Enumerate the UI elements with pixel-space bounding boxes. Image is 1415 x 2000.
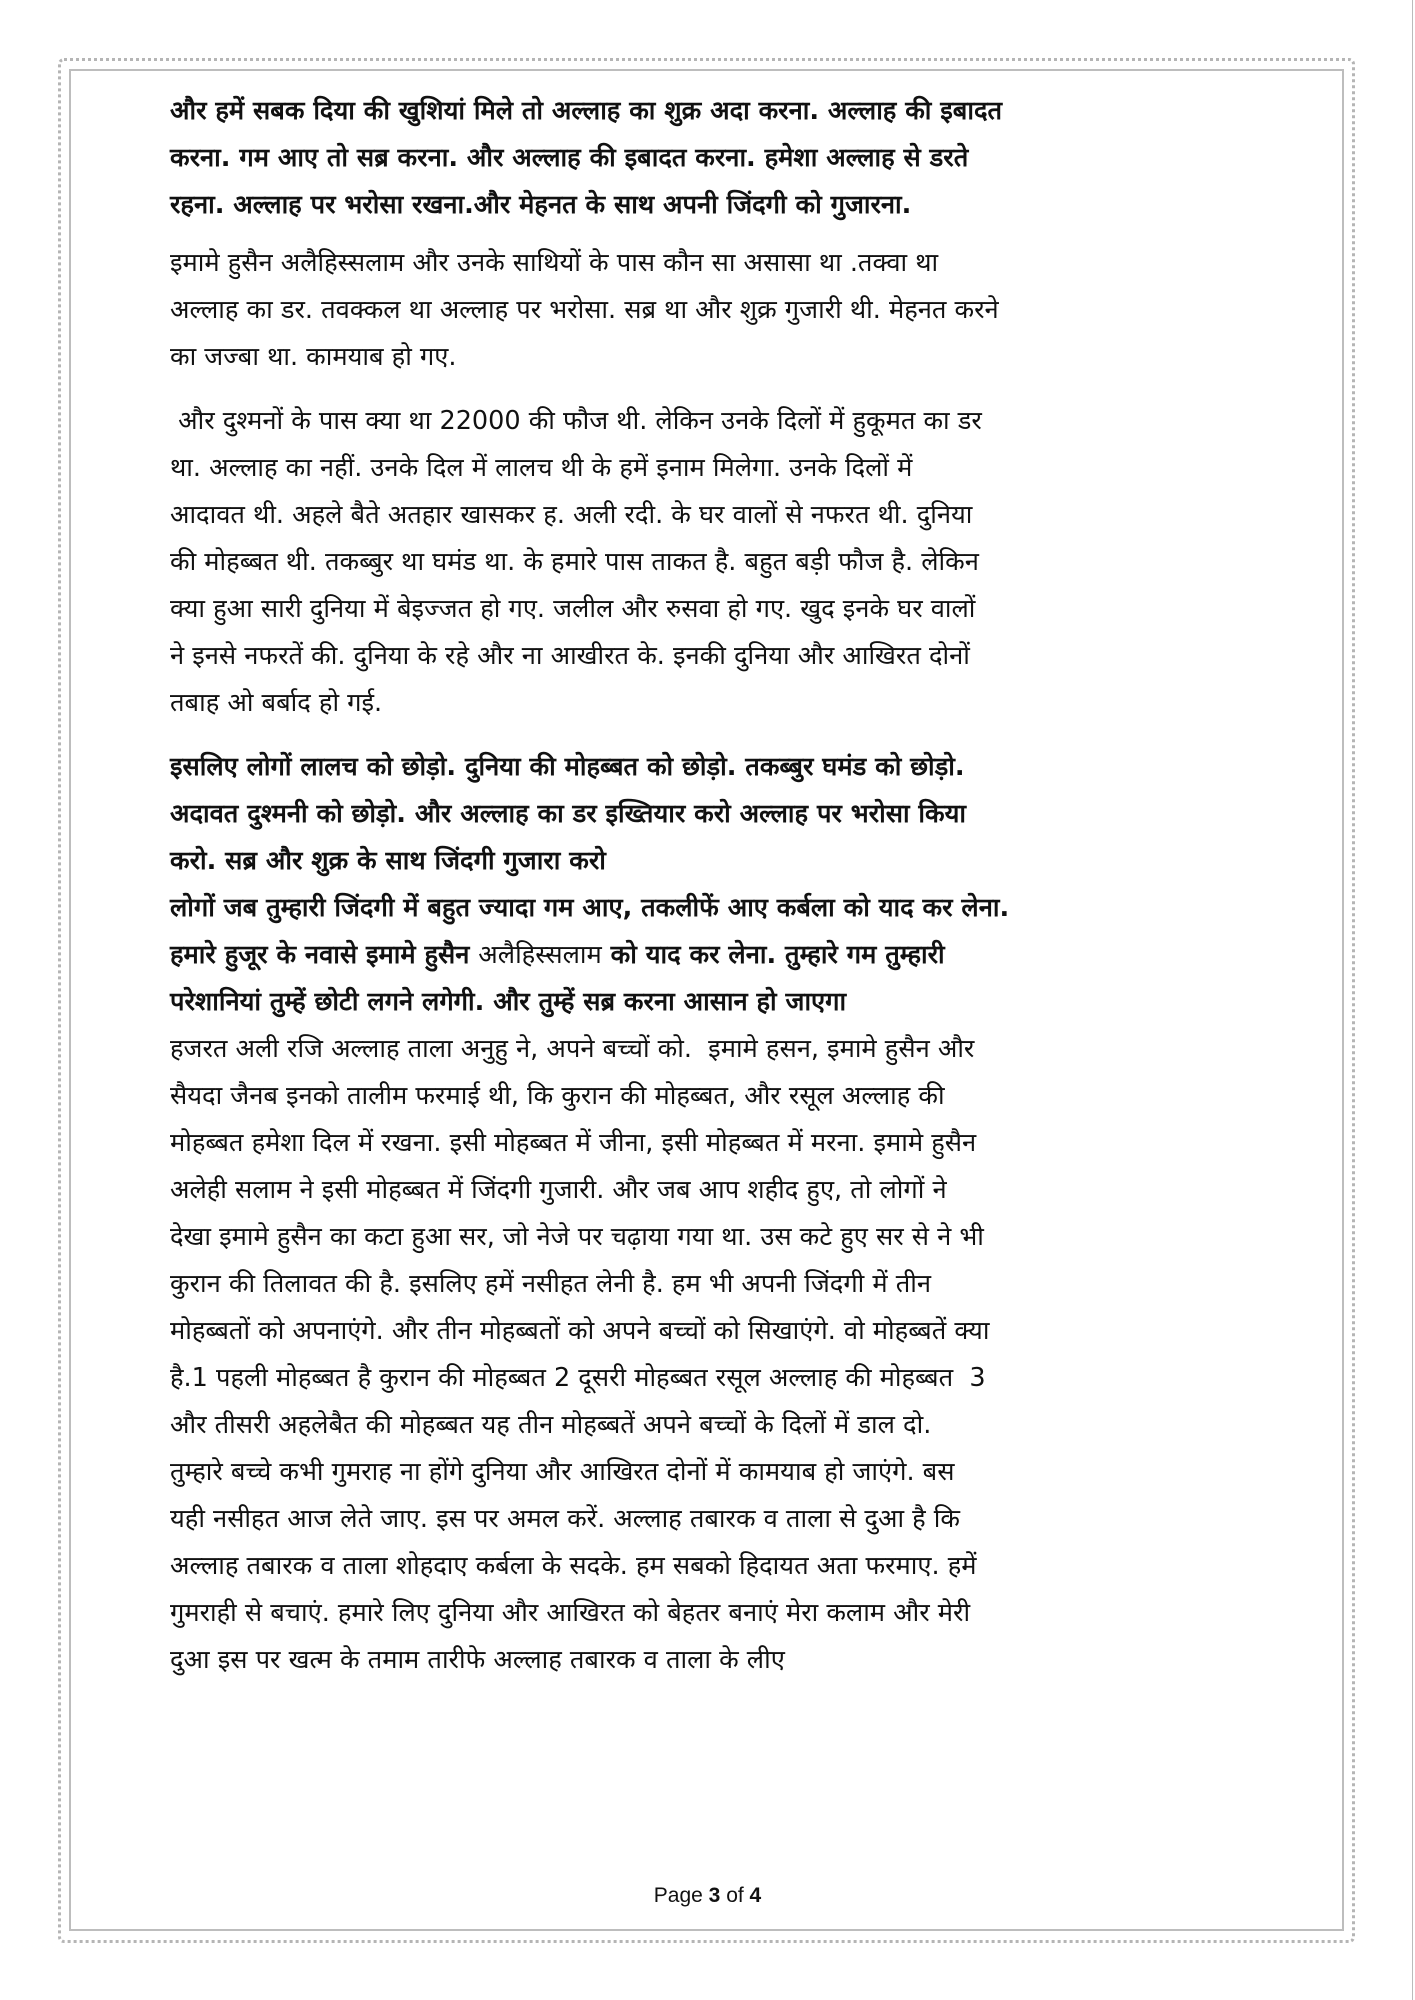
text-line: गुमराही से बचाएं. हमारे लिए दुनिया और आखिरत को बेहतर बनाएं मेरा कलाम और मेरी bbox=[170, 1598, 971, 1628]
text-line: अल्लाह का डर. तवक्कल था अल्लाह पर भरोसा. सब्र था और शुक्र गुजारी थी. मेहनत करने bbox=[170, 295, 999, 325]
total-pages-number: 4 bbox=[749, 1884, 762, 1907]
text-line: इसलिए लोगों लालच को छोड़ो. दुनिया की मोहब्बत को छोड़ो. तकब्बुर घमंड को छोड़ो. bbox=[170, 752, 965, 782]
text-bold-segment: को याद कर लेना. तुम्हारे गम तुम्हारी bbox=[601, 940, 945, 970]
text-line: लोगों जब तुम्हारी जिंदगी में बहुत ज्यादा गम आए, तकलीफें आए कर्बला को याद कर लेना. bbox=[170, 893, 1010, 923]
paragraph-hazrat-ali-teaching bbox=[170, 1026, 1250, 1684]
of-label: of bbox=[726, 1884, 744, 1907]
paragraph-bold-remember-karbala bbox=[170, 885, 1250, 1026]
text-line: रहना. अल्लाह पर भरोसा रखना.और मेहनत के साथ अपनी जिंदगी को गुजारना. bbox=[170, 190, 912, 220]
text-line: परेशानियां तुम्हें छोटी लगने लगेगी. और तुम्हें सब्र करना आसान हो जाएगा bbox=[170, 987, 847, 1017]
paragraph-imam-hussain-assets bbox=[170, 240, 1250, 381]
text-line: का जज्बा था. कामयाब हो गए. bbox=[170, 342, 457, 372]
text-line: इमामे हुसैन अलैहिस्सलाम और उनके साथियों के पास कौन सा असासा था .तक्वा था bbox=[170, 248, 939, 278]
text-regular-segment: अलैहिस्सलाम bbox=[478, 940, 602, 970]
text-line: यही नसीहत आज लेते जाए. इस पर अमल करें. अल्लाह तबारक व ताला से दुआ है कि bbox=[170, 1504, 960, 1534]
current-page-number: 3 bbox=[708, 1884, 721, 1907]
text-line: मोहब्बत हमेशा दिल में रखना. इसी मोहब्बत में जीना, इसी मोहब्बत में मरना. इमामे हुसैन bbox=[170, 1128, 977, 1158]
text-line: करना. गम आए तो सब्र करना. और अल्लाह की इबादत करना. हमेशा अल्लाह से डरते bbox=[170, 143, 969, 173]
text-line: ने इनसे नफरतें की. दुनिया के रहे और ना आखीरत के. इनकी दुनिया और आखिरत दोनों bbox=[170, 641, 970, 671]
page-label: Page bbox=[653, 1884, 703, 1907]
text-line: है.1 पहली मोहब्बत है कुरान की मोहब्बत 2 दूसरी मोहब्बत रसूल अल्लाह की मोहब्बत 3 bbox=[170, 1363, 986, 1393]
text-line: की मोहब्बत थी. तकब्बुर था घमंड था. के हमारे पास ताकत है. बहुत बड़ी फौज है. लेकिन bbox=[170, 547, 979, 577]
text-line: तुम्हारे बच्चे कभी गुमराह ना होंगे दुनिया और आखिरत दोनों में कामयाब हो जाएंगे. बस bbox=[170, 1457, 955, 1487]
document-body bbox=[170, 88, 1250, 1684]
text-line: क्या हुआ सारी दुनिया में बेइज्जत हो गए. जलील और रुसवा हो गए. खुद इनके घर वालों bbox=[170, 594, 976, 624]
text-line: कुरान की तिलावत की है. इसलिए हमें नसीहत लेनी है. हम भी अपनी जिंदगी में तीन bbox=[170, 1269, 932, 1299]
page-edge-line bbox=[1412, 0, 1413, 2000]
text-line: दुआ इस पर खत्म के तमाम तारीफे अल्लाह तबारक व ताला के लीए bbox=[170, 1645, 785, 1675]
text-line: तबाह ओ बर्बाद हो गई. bbox=[170, 688, 383, 718]
page-footer bbox=[0, 1884, 1415, 1908]
text-line: देखा इमामे हुसैन का कटा हुआ सर, जो नेजे पर चढ़ाया गया था. उस कटे हुए सर से ने भी bbox=[170, 1222, 984, 1252]
text-line: मोहब्बतों को अपनाएंगे. और तीन मोहब्बतों को अपने बच्चों को सिखाएंगे. वो मोहब्बतें क्या bbox=[170, 1316, 990, 1346]
text-line: और तीसरी अहलेबैत की मोहब्बत यह तीन मोहब्बतें अपने बच्चों के दिलों में डाल दो. bbox=[170, 1410, 932, 1440]
text-line: था. अल्लाह का नहीं. उनके दिल में लालच थी के हमें इनाम मिलेगा. उनके दिलों में bbox=[170, 453, 913, 483]
text-line: और हमें सबक दिया की खुशियां मिले तो अल्लाह का शुक्र अदा करना. अल्लाह की इबादत bbox=[170, 96, 1003, 126]
text-line: सैयदा जैनब इनको तालीम फरमाई थी, कि कुरान की मोहब्बत, और रसूल अल्लाह की bbox=[170, 1081, 945, 1111]
text-line: करो. सब्र और शुक्र के साथ जिंदगी गुजारा करो bbox=[170, 846, 606, 876]
text-line: हजरत अली रजि अल्लाह ताला अनुहु ने, अपने बच्चों को. इमामे हसन, इमामे हुसैन और bbox=[170, 1034, 975, 1064]
text-line-mixed bbox=[170, 932, 1250, 979]
paragraph-enemies bbox=[170, 398, 1250, 727]
text-line: अल्लाह तबारक व ताला शोहदाए कर्बला के सदके. हम सबको हिदायत अता फरमाए. हमें bbox=[170, 1551, 977, 1581]
text-line: आदावत थी. अहले बैते अतहार खासकर ह. अली रदी. के घर वालों से नफरत थी. दुनिया bbox=[170, 500, 973, 530]
paragraph-bold-leave-greed bbox=[170, 744, 1250, 885]
paragraph-bold-gratitude bbox=[170, 88, 1250, 229]
text-line: अलेही सलाम ने इसी मोहब्बत में जिंदगी गुजारी. और जब आप शहीद हुए, तो लोगों ने bbox=[170, 1175, 947, 1205]
text-line: अदावत दुश्मनी को छोड़ो. और अल्लाह का डर इख्तियार करो अल्लाह पर भरोसा किया bbox=[170, 799, 967, 829]
text-bold-segment: हमारे हुजूर के नवासे इमामे हुसैन bbox=[170, 940, 479, 970]
text-line: और दुश्मनों के पास क्या था 22000 की फौज थी. लेकिन उनके दिलों में हुकूमत का डर bbox=[170, 406, 982, 436]
